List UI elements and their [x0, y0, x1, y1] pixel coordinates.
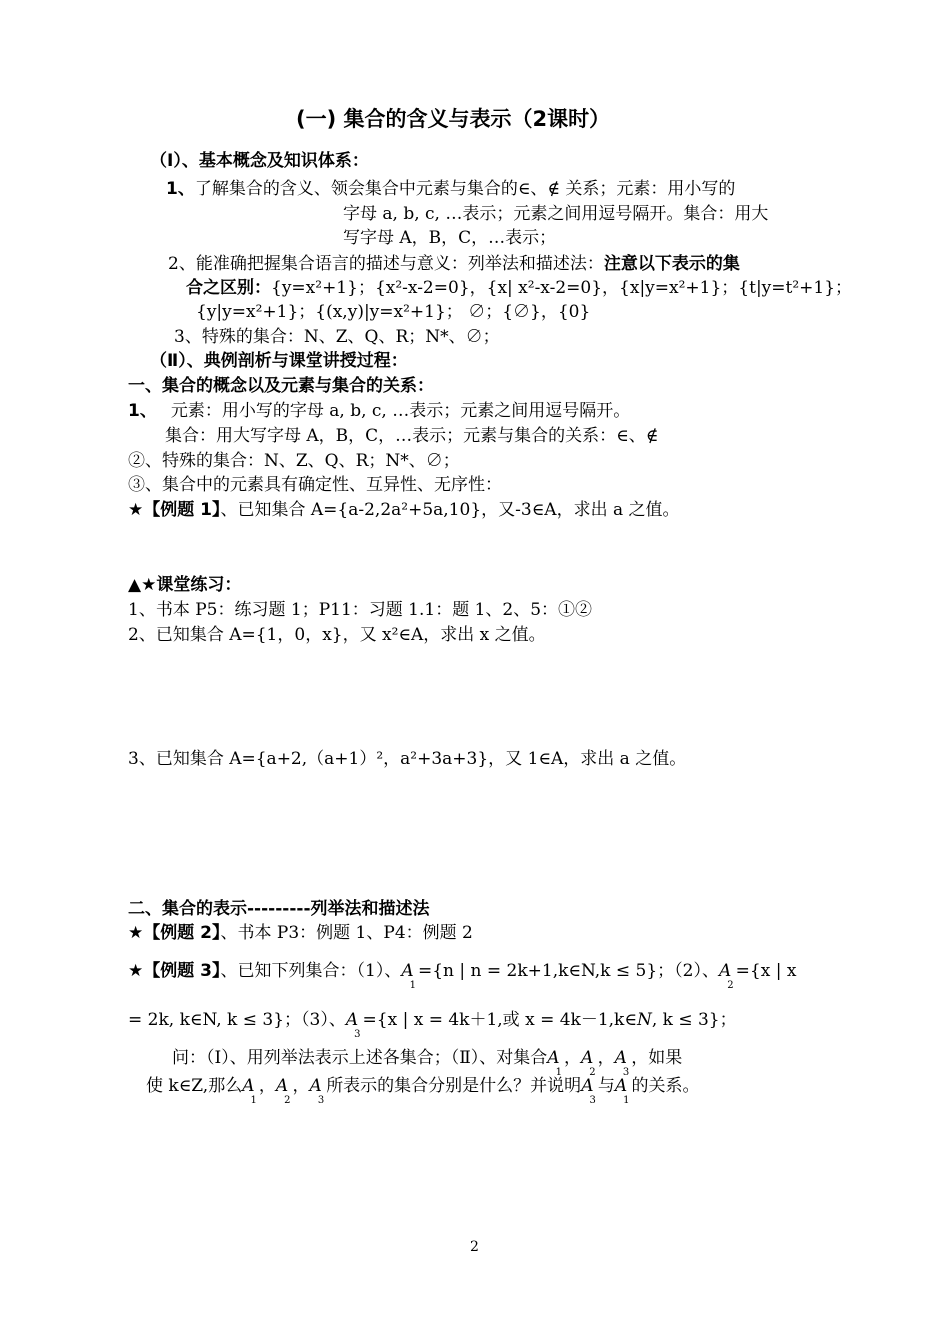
page-number: 2: [470, 1239, 479, 1255]
part2-heading: 二、集合的表示---------列举法和描述法: [128, 899, 430, 919]
example1-text: 、已知集合 A={a-2,2a²+5a,10}，又-3∈A，求出 a 之值。: [220, 500, 680, 520]
practice-q3: 3、已知集合 A={a+2,（a+1）²，a²+3a+3}，又 1∈A，求出 a 之值。: [128, 749, 687, 769]
item1-text-1: 了解集合的含义、领会集合中元素与集合的∈、∉ 关系；元素：用小写的: [194, 179, 736, 199]
example2-text: 、书本 P3：例题 1、P4：例题 2: [220, 923, 473, 943]
p1-number: 1、: [128, 401, 157, 421]
p2: ②、特殊的集合：N、Z、Q、R；N*、∅；: [128, 451, 460, 471]
item1-line1: [166, 178, 735, 200]
example3-line2: = 2k, k∈N, k ≤ 3}；（3）、$A_3=\{x$ | x = 4k＋1,或 x = 4k－1,k∈N, k ≤ 3}；: [128, 1010, 737, 1040]
practice-heading: ▲★课堂练习：: [128, 575, 242, 595]
section-heading-basic-concepts: （Ⅰ）、基本概念及知识体系：: [150, 151, 369, 171]
example1: [128, 499, 680, 521]
example2: [128, 922, 473, 944]
question-line1: 问：（Ⅰ）、用列举法表示上述各集合；（Ⅱ）、对集合$A_1$，$A_2$，$A_3$，如果: [172, 1048, 683, 1078]
item1-number: 1、: [166, 179, 195, 199]
question-line2: 使 k∈Z,那么$A_1$，$A_2$，$A_3$所表示的集合分别是什么？并说明$A_3$与$A_1$的关系。: [146, 1076, 700, 1106]
item2-line2: [186, 277, 852, 299]
example3-label: ★【例题 3】: [128, 961, 221, 981]
practice-q2: 2、已知集合 A={1，0，x}，又 x²∈A，求出 x 之值。: [128, 625, 546, 645]
p1-text: 元素：用小写的字母 a, b, c, …表示；元素之间用逗号隔开。: [170, 401, 631, 421]
set-A3: A: [345, 1010, 359, 1030]
example3-line1: ★【例题 3】、已知下列集合：（1）、$A_1=\{n$ | n = 2k+1,k∈N,k ≤ 5}；（2）、$A_2=\{x$ | x: [128, 961, 797, 991]
item1-line2: 字母 a, b, c, …表示；元素之间用逗号隔开。集合：用大: [343, 204, 769, 224]
item2-note: 注意以下表示的集: [603, 254, 740, 274]
set-A1: A: [401, 961, 414, 981]
item2-text-1: 2、能准确把握集合语言的描述与意义：列举法和描述法：: [168, 254, 604, 274]
part1-heading: 一、集合的概念以及元素与集合的关系：: [128, 376, 434, 396]
example2-label: ★【例题 2】: [128, 923, 221, 943]
set-N: N: [636, 1010, 652, 1030]
item2-note-cont: 合之区别：: [186, 278, 271, 298]
p1-line1: [128, 400, 630, 422]
p1-line2: 集合：用大写字母 A，B，C，…表示；元素与集合的关系：∈、∉: [165, 426, 659, 446]
practice-q1: 1、书本 P5：练习题 1；P11：习题 1.1：题 1、2、5：①②: [128, 600, 593, 620]
page-title: (一) 集合的含义与表示（2课时）: [296, 107, 611, 131]
item2-line1: [168, 253, 740, 275]
p3: ③、集合中的元素具有确定性、互异性、无序性：: [128, 475, 502, 495]
item2-sets: {y=x²+1}；{x²-x-2=0}，{x| x²-x-2=0}，{x|y=x²+1}；{t|y=t²+1}；: [271, 278, 853, 298]
set-A2: A: [719, 961, 732, 981]
item2-line3: {y|y=x²+1}；{(x,y)|y=x²+1}； ∅；{∅}，{0}: [196, 302, 591, 322]
section-heading-examples: （Ⅱ）、典例剖析与课堂讲授过程：: [150, 351, 408, 371]
item1-line3: 写字母 A，B，C，…表示；: [343, 228, 557, 248]
item3: 3、特殊的集合：N、Z、Q、R；N*、∅；: [174, 327, 500, 347]
example1-label: ★【例题 1】: [128, 500, 221, 520]
